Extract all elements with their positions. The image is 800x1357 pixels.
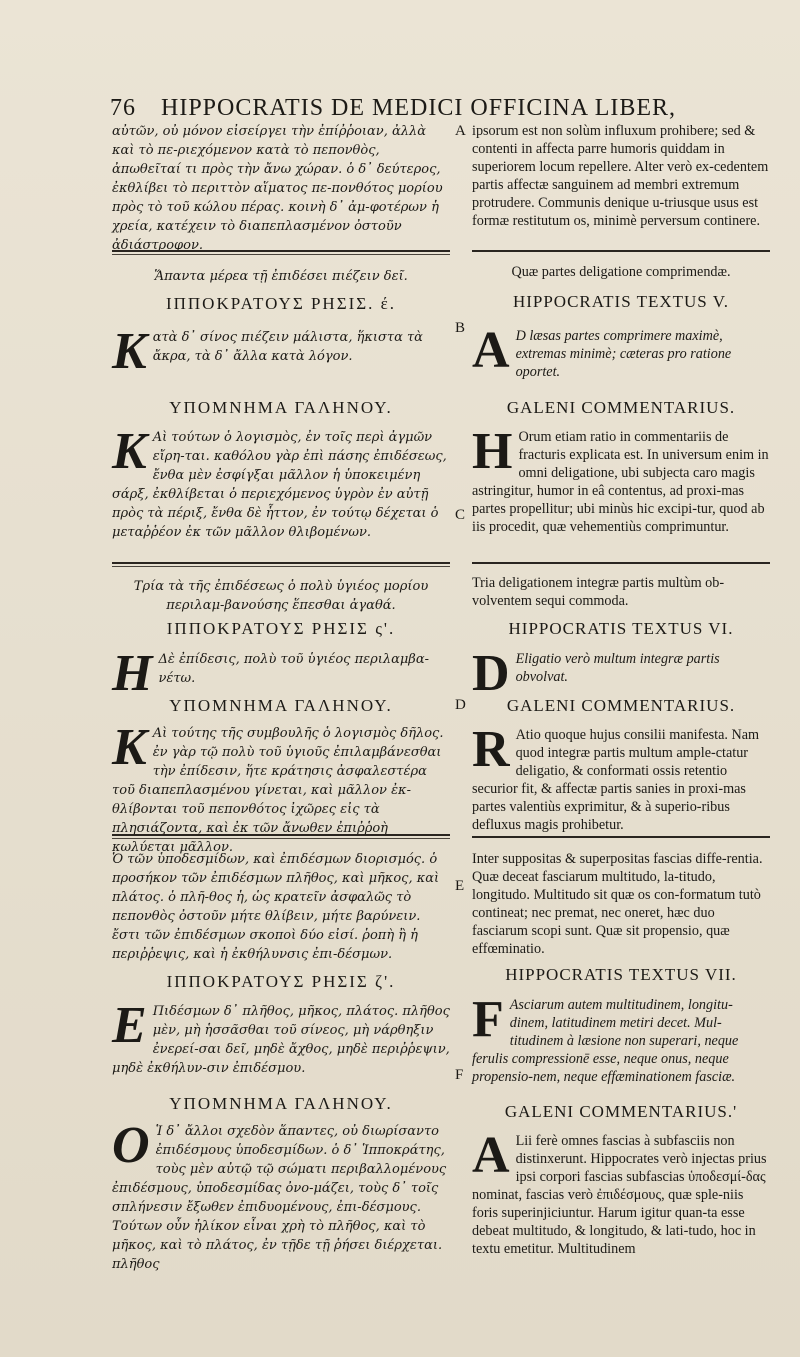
- greek-s6-heading: ΙΠΠΟΚΡΑΤΟΥΣ ΡΗΣΙΣ ς'.: [166, 619, 396, 638]
- latin-s5-dropcap: A: [472, 322, 510, 379]
- latin-s5-comm-block: [472, 423, 770, 536]
- greek-s6-comm-heading: ΥΠΟΜΝΗΜΑ ΓΑΛΗΝΟΥ.: [169, 696, 393, 715]
- latin-s6-dropcap: D: [472, 645, 510, 702]
- greek-rule-3: [112, 834, 450, 839]
- page-title: HIPPOCRATIS DE MEDICI OFFICINA LIBER,: [161, 95, 677, 121]
- latin-s5-text-block: [472, 322, 770, 381]
- greek-rule-2: [112, 562, 450, 567]
- greek-s7-dropcap: Ε: [112, 997, 147, 1054]
- margin-letter-f: F: [455, 1067, 464, 1083]
- latin-s7-summary: Inter suppositas & superpositas fascias diffe-rentia. Quæ deceat fasciarum multitudo, la-titudo, longitudo. Multitudo sit quæ os con-formatum tutò contineat; nec premat, nec oneret, hæc duo fasciarum scopi sunt. Quæ sit propensio, quæ effœminatio.: [472, 851, 763, 957]
- greek-s6-comm-text: Αὶ τούτης τῆς συμβουλῆς ὁ λογισμὸς δῆλος. ἐν γὰρ τῷ πολὺ τοῦ ὑγιοῦς ἐπιλαμβάνεσθαι τὴν ἐπίδεσιν, ἥτε κράτησις ἀσφαλεστέρα τοῦ διαπεπλασμένου γίνεται, καὶ μᾶλλον ἐκ-θλίβονται τοῦ πεπονθότος ἰχῶρες εἰς τὰ πλησιάζοντα, καὶ ἐκ τῶν ἄνωθεν ἐπιῤῥοὴ κωλύεται μᾶλλον.: [112, 726, 444, 855]
- greek-s7-summary: Ὁ τῶν ὑποδεσμίδων, καὶ ἐπιδέσμων διορισμός. ὁ προσήκον τῶν ἐπιδέσμων πλῆθος, καὶ μῆκος, καὶ πλάτος. ὁ πλῆ-θος ἡ, ὡς κρατεῖν ἀσφαλῶς τὸ πεπονθὸς ὀστοῦν μήτε θλίβειν, μήτε βαρύνειν. ἔστι τῶν ἐπιδέσμων σκοποὶ δύο εἰσί. ῥοπὴ ἢ ἡ περιῤῥεψις, καὶ ἡ ἐκθήλυνσις ἐπι-δέσμων.: [112, 852, 440, 962]
- greek-rule-1: [112, 250, 450, 255]
- greek-s5-comm-dropcap: Κ: [112, 423, 147, 480]
- greek-s7-comm-heading: ΥΠΟΜΝΗΜΑ ΓΑΛΗΝΟΥ.: [169, 1094, 393, 1113]
- latin-s7-text-block: [472, 991, 770, 1086]
- latin-s7-dropcap: F: [472, 991, 504, 1048]
- latin-s7-comm-dropcap: A: [472, 1127, 510, 1184]
- greek-s5-comm-text: Αὶ τούτων ὁ λογισμὸς, ἐν τοῖς περὶ ἀγμῶν εἴρη-ται. καθόλου γὰρ ἐπὶ πάσης ἐπιδέσεως, ἔνθα μὲν ἐσφίγξαι μᾶλλον ἡ ὑποκειμένη σάρξ, ἐκθλίβεται ὁ περιεχόμενος ὑγρὸν ἐν αὐτῇ πρὸς τὰ πέριξ, ἔνθα δὲ ἧττον, ἐν τούτῳ δέχεται ὁ μεταῤῥέον ἐκ τῶν μᾶλλον θλιβομένων.: [112, 430, 447, 540]
- latin-s6-summary: Tria deligationem integræ partis multùm ob-volventem sequi commoda.: [472, 575, 725, 609]
- latin-s5-text: D læsas partes comprimere maximè, extremas minimè; cæteras pro ratione oportet.: [515, 328, 732, 380]
- latin-s7-heading: HIPPOCRATIS TEXTUS VII.: [505, 965, 737, 984]
- margin-letter-d: D: [455, 697, 466, 713]
- greek-s5-summary: Ἅπαντα μέρεα τῇ ἐπιδέσει πιέζειν δεῖ.: [154, 269, 408, 284]
- page-number: 76: [110, 95, 136, 121]
- greek-s6-dropcap: Η: [112, 645, 153, 702]
- latin-s6-comm-heading: GALENI COMMENTARIUS.: [506, 696, 736, 715]
- margin-letter-b: B: [455, 320, 466, 336]
- greek-intro: αὐτῶν, οὐ μόνον εἰσείργει τὴν ἐπίῤῥοιαν, ἀλλὰ καὶ τὸ πε-ριεχόμενον κατὰ τὸ πεπονθὸς, ἀπωθεῖταί τι πρὸς τὴν ἄνω χώραν. ὁ δ᾽ δεύτερος, ἐκθλίβει τὸ περιττὸν αἵματος πε-πονθότος μορίου πρὸς τὸ τοῦ κώλου πέρας. κοινὴ δ᾽ ἀμ-φοτέρων ἡ χρεία, κατέχειν τὸ διαπεπλασμένον ὀστοῦν ἀδιάστροφον.: [112, 124, 443, 253]
- greek-s6-comm-dropcap: Κ: [112, 719, 147, 776]
- greek-s7-comm-dropcap: Ο: [112, 1117, 150, 1174]
- greek-s7-text: Πιδέσμων δ᾽ πλῆθος, μῆκος, πλάτος. πλῆθος μὲν, μὴ ἡσσᾶσθαι τοῦ σίνεος, μὴ νάρθηξιν ἐνερεί-σαι δεῖ, μηδὲ ἄχθος, μηδὲ περιῤῥεψιν, μηδὲ ἐκθήλυν-σιν ἐπιδέσμου.: [112, 1004, 450, 1076]
- greek-s5-dropcap: Κ: [112, 323, 147, 380]
- latin-s6-heading: HIPPOCRATIS TEXTUS VI.: [508, 619, 734, 638]
- latin-s5-comm-dropcap: H: [472, 423, 513, 480]
- latin-s6-text-block: [472, 645, 770, 702]
- latin-s6-comm-dropcap: R: [472, 721, 510, 778]
- greek-s5-text-block: [112, 323, 450, 380]
- latin-s7-comm-heading: GALENI COMMENTARIUS.': [504, 1102, 738, 1121]
- greek-s6-text-block: [112, 645, 450, 702]
- latin-s5-comm-text: Orum etiam ratio in commentariis de fracturis explicata est. In universum enim in omni deligatione, ubi subjecta caro magis astringitur, humor in eâ contentus, ad proxi-mas partes propellitur; ubi minùs hic excipi-tur, quod ab iis procedit, quæ vehementiùs comprimuntur.: [472, 429, 769, 535]
- latin-s6-comm-block: [472, 721, 770, 834]
- latin-s6-comm-text: Atio quoque hujus consilii manifesta. Nam quod integræ partis multum ample-ctatur deligatio, & conformati ossis retentio securior fit, & affectæ partis sanies in proxi-mas partes valentiùs exprimitur, & à superio-ribus defluxus magis prohibetur.: [472, 727, 760, 833]
- margin-letter-a: A: [455, 123, 466, 139]
- greek-s5-heading: ΙΠΠΟΚΡΑΤΟΥΣ ΡΗΣΙΣ. έ.: [165, 294, 397, 313]
- latin-rule-2: [472, 562, 770, 564]
- latin-rule-1: [472, 250, 770, 252]
- margin-letter-c: C: [455, 507, 466, 523]
- latin-s5-comm-heading: GALENI COMMENTARIUS.: [506, 398, 736, 417]
- greek-s5-comm-block: [112, 423, 450, 542]
- latin-rule-3: [472, 836, 770, 838]
- greek-s7-heading: ΙΠΠΟΚΡΑΤΟΥΣ ΡΗΣΙΣ ζ'.: [166, 972, 396, 991]
- greek-s5-comm-heading: ΥΠΟΜΝΗΜΑ ΓΑΛΗΝΟΥ.: [169, 398, 393, 417]
- latin-intro: ipsorum est non solùm influxum prohibere; sed & contenti in affecta parre humoris quiddam in superiorem locum repellere. Alter verò ex-cedentem partis affectæ sanguinem ad membri extremum protrudere. Communis denique u-triusque usus est formæ restitutum os, minimè perversum continere.: [472, 123, 769, 229]
- greek-s7-comm-block: [112, 1117, 450, 1274]
- latin-s5-summary: Quæ partes deligatione comprimendæ.: [511, 264, 731, 280]
- latin-s7-text: Asciarum autem multitudinem, longitu-dinem, latitudinem metiri decet. Mul-titudinem à læsione non superari, neque ferulis compressionē esse, neque onus, neque propensio-nem, neque effæminationem fasciæ.: [472, 997, 739, 1085]
- greek-s5-text: ατὰ δ᾽ σίνος πιέζειν μάλιστα, ἥκιστα τὰ ἄκρα, τὰ δ᾽ ἄλλα κατὰ λόγον.: [152, 330, 423, 364]
- latin-s5-heading: HIPPOCRATIS TEXTUS V.: [512, 292, 730, 311]
- greek-s6-summary: Τρία τὰ τῆς ἐπιδέσεως ὁ πολὺ ὑγιέος μορίου περιλαμ-βανούσης ἕπεσθαι ἀγαθά.: [133, 579, 429, 613]
- latin-s6-text: Eligatio verò multum integræ partis obvolvat.: [515, 651, 720, 685]
- running-header: [110, 95, 790, 122]
- greek-s6-text: Δὲ ἐπίδεσις, πολὺ τοῦ ὑγιέος περιλαμβα-νέτω.: [158, 652, 429, 686]
- latin-s7-comm-block: [472, 1127, 770, 1258]
- greek-s7-text-block: [112, 997, 450, 1078]
- margin-letter-e: E: [455, 878, 465, 894]
- latin-s7-comm-text: Lii ferè omnes fascias à subfasciis non distinxerunt. Hippocrates verò injectas prius ipsi corpori fascias subfascias ὑποδεσμί-δας nominat, fascias verò ἐπιδέσμους, quæ sple-niis foris superinjiciuntur. Harum igitur quan-ta esse debeat multitudo, & longitudo, & lati-tudo, hoc in textu emetitur. Multitudinem: [472, 1133, 767, 1257]
- greek-s7-comm-text: Ἱ δ᾽ ἄλλοι σχεδὸν ἅπαντες, οὐ διωρίσαντο ἐπιδέσμους ὑποδεσμίδων. ὁ δ᾽ Ἱπποκράτης, τοὺς μὲν αὐτῷ τῷ σώματι περιβαλλομένους ἐπιδέσμους, ὑποδεσμίδας ὀνο-μάζει, τοὺς δ᾽ τοῖς σπλήνεσιν ἔξωθεν ἐπιδυομένους, ἐπι-δέσμους. Τούτων οὖν ἡλίκον εἶναι χρὴ τὸ πλῆθος, καὶ τὸ μῆκος, καὶ τὸ πλάτος, ἐν τῇδε τῇ ῥήσει διέρχεται. πλῆθος: [112, 1124, 447, 1272]
